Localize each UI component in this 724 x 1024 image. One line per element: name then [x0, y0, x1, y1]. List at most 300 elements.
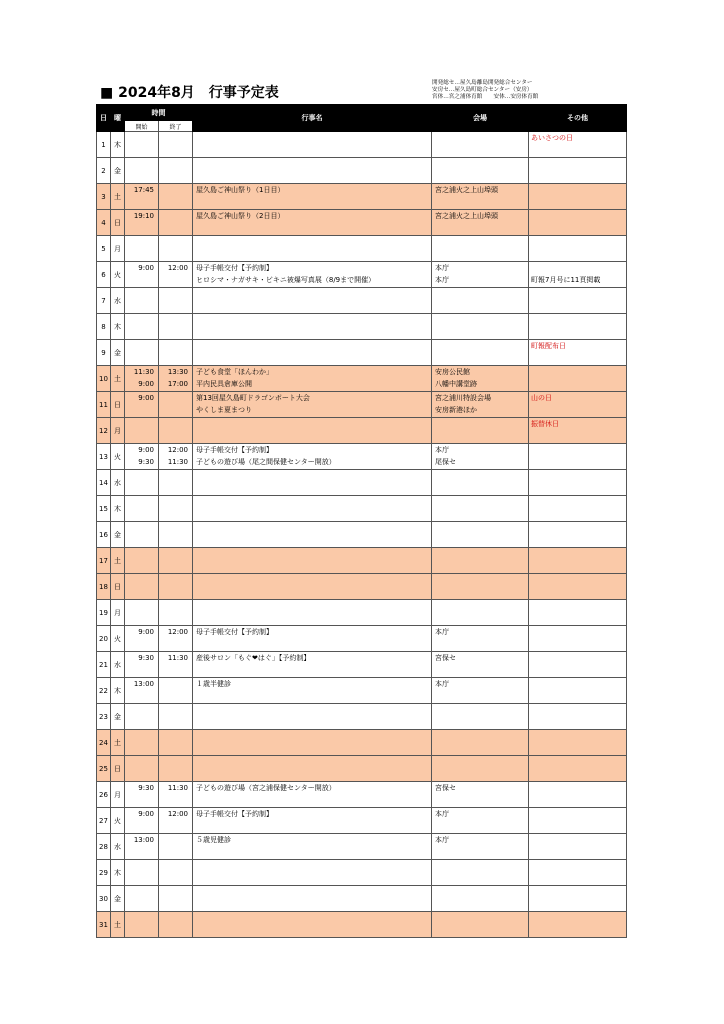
- end-time-cell: [159, 418, 193, 444]
- weekday-cell: 日: [111, 756, 125, 782]
- start-time-cell: [125, 496, 159, 522]
- start-time-cell: [125, 600, 159, 626]
- venue-cell: [432, 574, 529, 600]
- end-time-cell: [159, 834, 193, 860]
- table-row: [97, 600, 627, 626]
- table-row: [97, 912, 627, 938]
- note-cell: [529, 444, 627, 470]
- start-time-cell: [125, 704, 159, 730]
- end-time-cell: [159, 470, 193, 496]
- event-cell-line: 平内民具倉庫公開: [196, 380, 252, 388]
- start-time-cell-line: 9:30: [138, 458, 154, 466]
- day-cell: 1: [97, 132, 111, 158]
- note-cell: [529, 782, 627, 808]
- venue-cell: [432, 834, 529, 860]
- venue-cell-line: 安房新港ほか: [435, 406, 477, 414]
- note-cell: [529, 470, 627, 496]
- end-time-cell-line: 11:30: [167, 784, 188, 792]
- header-end: 終了: [159, 121, 193, 132]
- day-cell: 10: [97, 366, 111, 392]
- end-time-cell: [159, 704, 193, 730]
- day-cell: 23: [97, 704, 111, 730]
- venue-cell-line: 尾保セ: [435, 458, 456, 466]
- start-time-cell: [125, 392, 159, 418]
- event-cell-line: 母子手帳交付【予約制】: [196, 628, 273, 636]
- event-cell: [193, 366, 432, 392]
- event-cell: [193, 392, 432, 418]
- note-cell: [529, 574, 627, 600]
- event-cell-line: 子どもの遊び場（宮之浦保健センター開放）: [196, 784, 336, 792]
- venue-cell: [432, 210, 529, 236]
- table-row: [97, 522, 627, 548]
- day-cell: 19: [97, 600, 111, 626]
- note-cell: [529, 808, 627, 834]
- note-cell-line: 振替休日: [531, 420, 559, 428]
- event-cell: [193, 210, 432, 236]
- venue-cell-line: 宮之浦火之上山埠頭: [435, 186, 498, 194]
- header-time: 時間: [125, 105, 193, 121]
- end-time-cell-line: 13:30: [167, 368, 188, 376]
- table-row: [97, 782, 627, 808]
- event-cell-line: ５歳児健診: [196, 836, 231, 844]
- venue-cell: [432, 262, 529, 288]
- table-row: [97, 236, 627, 262]
- event-cell: [193, 522, 432, 548]
- event-cell-line: 子ども食堂「ほんわか」: [196, 368, 273, 376]
- weekday-cell: 土: [111, 366, 125, 392]
- legend-line: 宮体…宮之浦体育館 安体…安房体育館: [432, 94, 539, 100]
- note-cell: [529, 262, 627, 288]
- event-cell: [193, 444, 432, 470]
- end-time-cell-line: 12:00: [167, 628, 188, 636]
- start-time-cell: [125, 652, 159, 678]
- weekday-cell: 木: [111, 860, 125, 886]
- end-time-cell: [159, 548, 193, 574]
- weekday-cell: 木: [111, 496, 125, 522]
- event-cell-line: 母子手帳交付【予約制】: [196, 446, 273, 454]
- start-time-cell: [125, 470, 159, 496]
- event-cell-line: 子どもの遊び場（尾之間保健センター開放）: [196, 458, 336, 466]
- event-cell: [193, 678, 432, 704]
- day-cell: 7: [97, 288, 111, 314]
- event-cell: [193, 886, 432, 912]
- schedule-table: [96, 104, 627, 938]
- header-venue: 会場: [432, 105, 529, 132]
- event-cell: [193, 808, 432, 834]
- day-cell: 4: [97, 210, 111, 236]
- event-cell-line: 屋久島ご神山祭り（1日目）: [196, 186, 285, 194]
- event-cell: [193, 288, 432, 314]
- start-time-cell-line: 11:30: [133, 368, 154, 376]
- table-row: [97, 626, 627, 652]
- event-cell: [193, 756, 432, 782]
- day-cell: 16: [97, 522, 111, 548]
- note-cell-line: あいさつの日: [531, 134, 573, 142]
- end-time-cell: [159, 132, 193, 158]
- venue-cell-line: 宮保セ: [435, 654, 456, 662]
- weekday-cell: 水: [111, 834, 125, 860]
- note-cell: [529, 210, 627, 236]
- legend-line: 安房セ…屋久島町総合センター（安房）: [432, 87, 533, 93]
- table-row: [97, 574, 627, 600]
- end-time-cell: [159, 730, 193, 756]
- end-time-cell-line: 12:00: [167, 810, 188, 818]
- note-cell: [529, 340, 627, 366]
- end-time-cell-line: 11:30: [167, 458, 188, 466]
- note-cell: [529, 392, 627, 418]
- note-cell: [529, 314, 627, 340]
- venue-cell: [432, 158, 529, 184]
- note-cell: [529, 704, 627, 730]
- weekday-cell: 金: [111, 158, 125, 184]
- end-time-cell: [159, 314, 193, 340]
- header-start: 開始: [125, 121, 159, 132]
- weekday-cell: 日: [111, 210, 125, 236]
- table-row: [97, 704, 627, 730]
- weekday-cell: 日: [111, 392, 125, 418]
- start-time-cell: [125, 184, 159, 210]
- end-time-cell-line: 11:30: [167, 654, 188, 662]
- note-cell: [529, 626, 627, 652]
- table-row: [97, 184, 627, 210]
- weekday-cell: 火: [111, 626, 125, 652]
- event-cell: [193, 132, 432, 158]
- venue-cell: [432, 886, 529, 912]
- start-time-cell: [125, 418, 159, 444]
- note-cell: [529, 678, 627, 704]
- start-time-cell: [125, 132, 159, 158]
- table-row: [97, 470, 627, 496]
- venue-cell-line: 安房公民館: [435, 368, 470, 376]
- weekday-cell: 木: [111, 678, 125, 704]
- start-time-cell: [125, 210, 159, 236]
- event-cell: [193, 158, 432, 184]
- venue-cell: [432, 808, 529, 834]
- weekday-cell: 木: [111, 314, 125, 340]
- note-cell: [529, 860, 627, 886]
- event-cell: [193, 314, 432, 340]
- end-time-cell: [159, 574, 193, 600]
- event-cell-line: 屋久島ご神山祭り（2日目）: [196, 212, 285, 220]
- end-time-cell: [159, 678, 193, 704]
- start-time-cell-line: 9:00: [138, 628, 154, 636]
- end-time-cell: [159, 860, 193, 886]
- table-row: [97, 262, 627, 288]
- end-time-cell: [159, 496, 193, 522]
- end-time-cell: [159, 912, 193, 938]
- table-row: [97, 314, 627, 340]
- day-cell: 13: [97, 444, 111, 470]
- header-day: 日: [97, 105, 111, 132]
- end-time-cell: [159, 756, 193, 782]
- event-cell: [193, 496, 432, 522]
- venue-cell-line: 本庁: [435, 836, 449, 844]
- start-time-cell-line: 9:30: [138, 654, 154, 662]
- event-cell: [193, 834, 432, 860]
- table-row: [97, 730, 627, 756]
- venue-cell: [432, 340, 529, 366]
- venue-cell: [432, 366, 529, 392]
- end-time-cell: [159, 340, 193, 366]
- venue-cell-line: 八幡中講堂跡: [435, 380, 477, 388]
- day-cell: 12: [97, 418, 111, 444]
- venue-cell: [432, 912, 529, 938]
- venue-cell-line: 本庁: [435, 680, 449, 688]
- day-cell: 20: [97, 626, 111, 652]
- start-time-cell: [125, 366, 159, 392]
- table-row: [97, 158, 627, 184]
- end-time-cell-line: 12:00: [167, 264, 188, 272]
- venue-cell-line: 宮之浦火之上山埠頭: [435, 212, 498, 220]
- table-row: [97, 834, 627, 860]
- header-event: 行事名: [193, 105, 432, 132]
- start-time-cell: [125, 756, 159, 782]
- note-cell-line: 山の日: [531, 394, 552, 402]
- start-time-cell-line: 17:45: [133, 186, 154, 194]
- start-time-cell: [125, 340, 159, 366]
- weekday-cell: 金: [111, 340, 125, 366]
- venue-cell: [432, 132, 529, 158]
- weekday-cell: 土: [111, 548, 125, 574]
- day-cell: 14: [97, 470, 111, 496]
- weekday-cell: 水: [111, 652, 125, 678]
- weekday-cell: 金: [111, 704, 125, 730]
- start-time-cell-line: 13:00: [133, 836, 154, 844]
- note-cell-line: 町報7月号に11頁掲載: [531, 276, 601, 284]
- note-cell: [529, 184, 627, 210]
- end-time-cell: [159, 210, 193, 236]
- start-time-cell: [125, 574, 159, 600]
- event-cell-line: ヒロシマ・ナガサキ・ビキニ被爆写真展（8/9まで開催）: [196, 276, 376, 284]
- venue-cell: [432, 860, 529, 886]
- day-cell: 29: [97, 860, 111, 886]
- note-cell: [529, 522, 627, 548]
- start-time-cell: [125, 886, 159, 912]
- day-cell: 5: [97, 236, 111, 262]
- venue-cell: [432, 236, 529, 262]
- end-time-cell: [159, 652, 193, 678]
- venue-cell: [432, 782, 529, 808]
- venue-cell: [432, 652, 529, 678]
- start-time-cell-line: 13:00: [133, 680, 154, 688]
- venue-cell: [432, 704, 529, 730]
- weekday-cell: 月: [111, 600, 125, 626]
- table-row: [97, 418, 627, 444]
- start-time-cell: [125, 782, 159, 808]
- day-cell: 8: [97, 314, 111, 340]
- end-time-cell: [159, 522, 193, 548]
- table-row: [97, 392, 627, 418]
- event-cell: [193, 730, 432, 756]
- event-cell-line: 母子手帳交付【予約制】: [196, 264, 273, 272]
- day-cell: 11: [97, 392, 111, 418]
- event-cell-line: １歳半健診: [196, 680, 231, 688]
- event-cell-line: 第13回屋久島町ドラゴンボート大会: [196, 394, 310, 402]
- end-time-cell-line: 12:00: [167, 446, 188, 454]
- event-cell-line: 産後サロン「もぐ❤はぐ」【予約制】: [196, 654, 311, 662]
- venue-cell: [432, 470, 529, 496]
- end-time-cell: [159, 626, 193, 652]
- table-row: [97, 808, 627, 834]
- event-cell: [193, 340, 432, 366]
- event-cell-line: やくしま夏まつり: [196, 406, 252, 414]
- day-cell: 26: [97, 782, 111, 808]
- weekday-cell: 日: [111, 574, 125, 600]
- table-row: [97, 678, 627, 704]
- day-cell: 2: [97, 158, 111, 184]
- start-time-cell: [125, 860, 159, 886]
- table-row: [97, 132, 627, 158]
- venue-cell: [432, 314, 529, 340]
- venue-cell: [432, 444, 529, 470]
- day-cell: 22: [97, 678, 111, 704]
- venue-legend: [432, 80, 538, 101]
- start-time-cell: [125, 444, 159, 470]
- note-cell: [529, 236, 627, 262]
- day-cell: 17: [97, 548, 111, 574]
- table-row: [97, 756, 627, 782]
- venue-cell-line: 宮保セ: [435, 784, 456, 792]
- event-cell: [193, 418, 432, 444]
- venue-cell: [432, 548, 529, 574]
- page-title: ■ 2024年8月 行事予定表: [100, 85, 279, 101]
- event-cell: [193, 236, 432, 262]
- venue-cell: [432, 184, 529, 210]
- end-time-cell: [159, 808, 193, 834]
- start-time-cell: [125, 626, 159, 652]
- start-time-cell: [125, 834, 159, 860]
- note-cell: [529, 756, 627, 782]
- venue-cell-line: 本庁: [435, 264, 449, 272]
- start-time-cell: [125, 730, 159, 756]
- end-time-cell: [159, 158, 193, 184]
- day-cell: 30: [97, 886, 111, 912]
- day-cell: 28: [97, 834, 111, 860]
- weekday-cell: 土: [111, 730, 125, 756]
- note-cell-line: 町報配布日: [531, 342, 566, 350]
- end-time-cell: [159, 236, 193, 262]
- note-cell: [529, 418, 627, 444]
- end-time-cell: [159, 366, 193, 392]
- note-cell: [529, 548, 627, 574]
- event-cell-line: 母子手帳交付【予約制】: [196, 810, 273, 818]
- note-cell: [529, 496, 627, 522]
- day-cell: 24: [97, 730, 111, 756]
- event-cell: [193, 470, 432, 496]
- venue-cell: [432, 496, 529, 522]
- venue-cell-line: 宮之浦川特設会場: [435, 394, 491, 402]
- table-row: [97, 548, 627, 574]
- weekday-cell: 土: [111, 184, 125, 210]
- weekday-cell: 火: [111, 444, 125, 470]
- start-time-cell: [125, 808, 159, 834]
- venue-cell: [432, 730, 529, 756]
- weekday-cell: 木: [111, 132, 125, 158]
- start-time-cell: [125, 522, 159, 548]
- start-time-cell: [125, 288, 159, 314]
- end-time-cell: [159, 600, 193, 626]
- venue-cell: [432, 392, 529, 418]
- day-cell: 18: [97, 574, 111, 600]
- day-cell: 15: [97, 496, 111, 522]
- day-cell: 21: [97, 652, 111, 678]
- event-cell: [193, 704, 432, 730]
- start-time-cell: [125, 548, 159, 574]
- weekday-cell: 水: [111, 470, 125, 496]
- start-time-cell-line: 9:30: [138, 784, 154, 792]
- venue-cell: [432, 288, 529, 314]
- table-row: [97, 340, 627, 366]
- weekday-cell: 火: [111, 262, 125, 288]
- note-cell: [529, 652, 627, 678]
- event-cell: [193, 912, 432, 938]
- start-time-cell: [125, 262, 159, 288]
- note-cell: [529, 158, 627, 184]
- end-time-cell: [159, 262, 193, 288]
- event-cell: [193, 548, 432, 574]
- start-time-cell-line: 9:00: [138, 446, 154, 454]
- table-row: [97, 496, 627, 522]
- end-time-cell: [159, 288, 193, 314]
- venue-cell-line: 本庁: [435, 446, 449, 454]
- day-cell: 6: [97, 262, 111, 288]
- table-row: [97, 886, 627, 912]
- venue-cell-line: 本庁: [435, 628, 449, 636]
- start-time-cell-line: 19:10: [133, 212, 154, 220]
- venue-cell: [432, 756, 529, 782]
- event-cell: [193, 860, 432, 886]
- weekday-cell: 月: [111, 236, 125, 262]
- event-cell: [193, 600, 432, 626]
- header-other: その他: [529, 105, 627, 132]
- day-cell: 31: [97, 912, 111, 938]
- table-row: [97, 210, 627, 236]
- note-cell: [529, 132, 627, 158]
- start-time-cell-line: 9:00: [138, 264, 154, 272]
- start-time-cell: [125, 158, 159, 184]
- table-row: [97, 444, 627, 470]
- event-cell: [193, 262, 432, 288]
- table-row: [97, 288, 627, 314]
- note-cell: [529, 288, 627, 314]
- table-row: [97, 860, 627, 886]
- start-time-cell: [125, 912, 159, 938]
- event-cell: [193, 626, 432, 652]
- venue-cell: [432, 678, 529, 704]
- weekday-cell: 月: [111, 418, 125, 444]
- end-time-cell: [159, 444, 193, 470]
- end-time-cell: [159, 392, 193, 418]
- weekday-cell: 火: [111, 808, 125, 834]
- weekday-cell: 水: [111, 288, 125, 314]
- event-cell: [193, 574, 432, 600]
- weekday-cell: 月: [111, 782, 125, 808]
- legend-line: 開発総セ…屋久島離島開発総合センター: [432, 80, 533, 86]
- note-cell-line: [529, 262, 626, 274]
- day-cell: 27: [97, 808, 111, 834]
- note-cell: [529, 912, 627, 938]
- table-row: [97, 652, 627, 678]
- venue-cell: [432, 626, 529, 652]
- weekday-cell: 土: [111, 912, 125, 938]
- weekday-cell: 金: [111, 886, 125, 912]
- event-cell: [193, 782, 432, 808]
- day-cell: 25: [97, 756, 111, 782]
- note-cell: [529, 366, 627, 392]
- start-time-cell: [125, 236, 159, 262]
- note-cell: [529, 730, 627, 756]
- venue-cell-line: 本庁: [435, 810, 449, 818]
